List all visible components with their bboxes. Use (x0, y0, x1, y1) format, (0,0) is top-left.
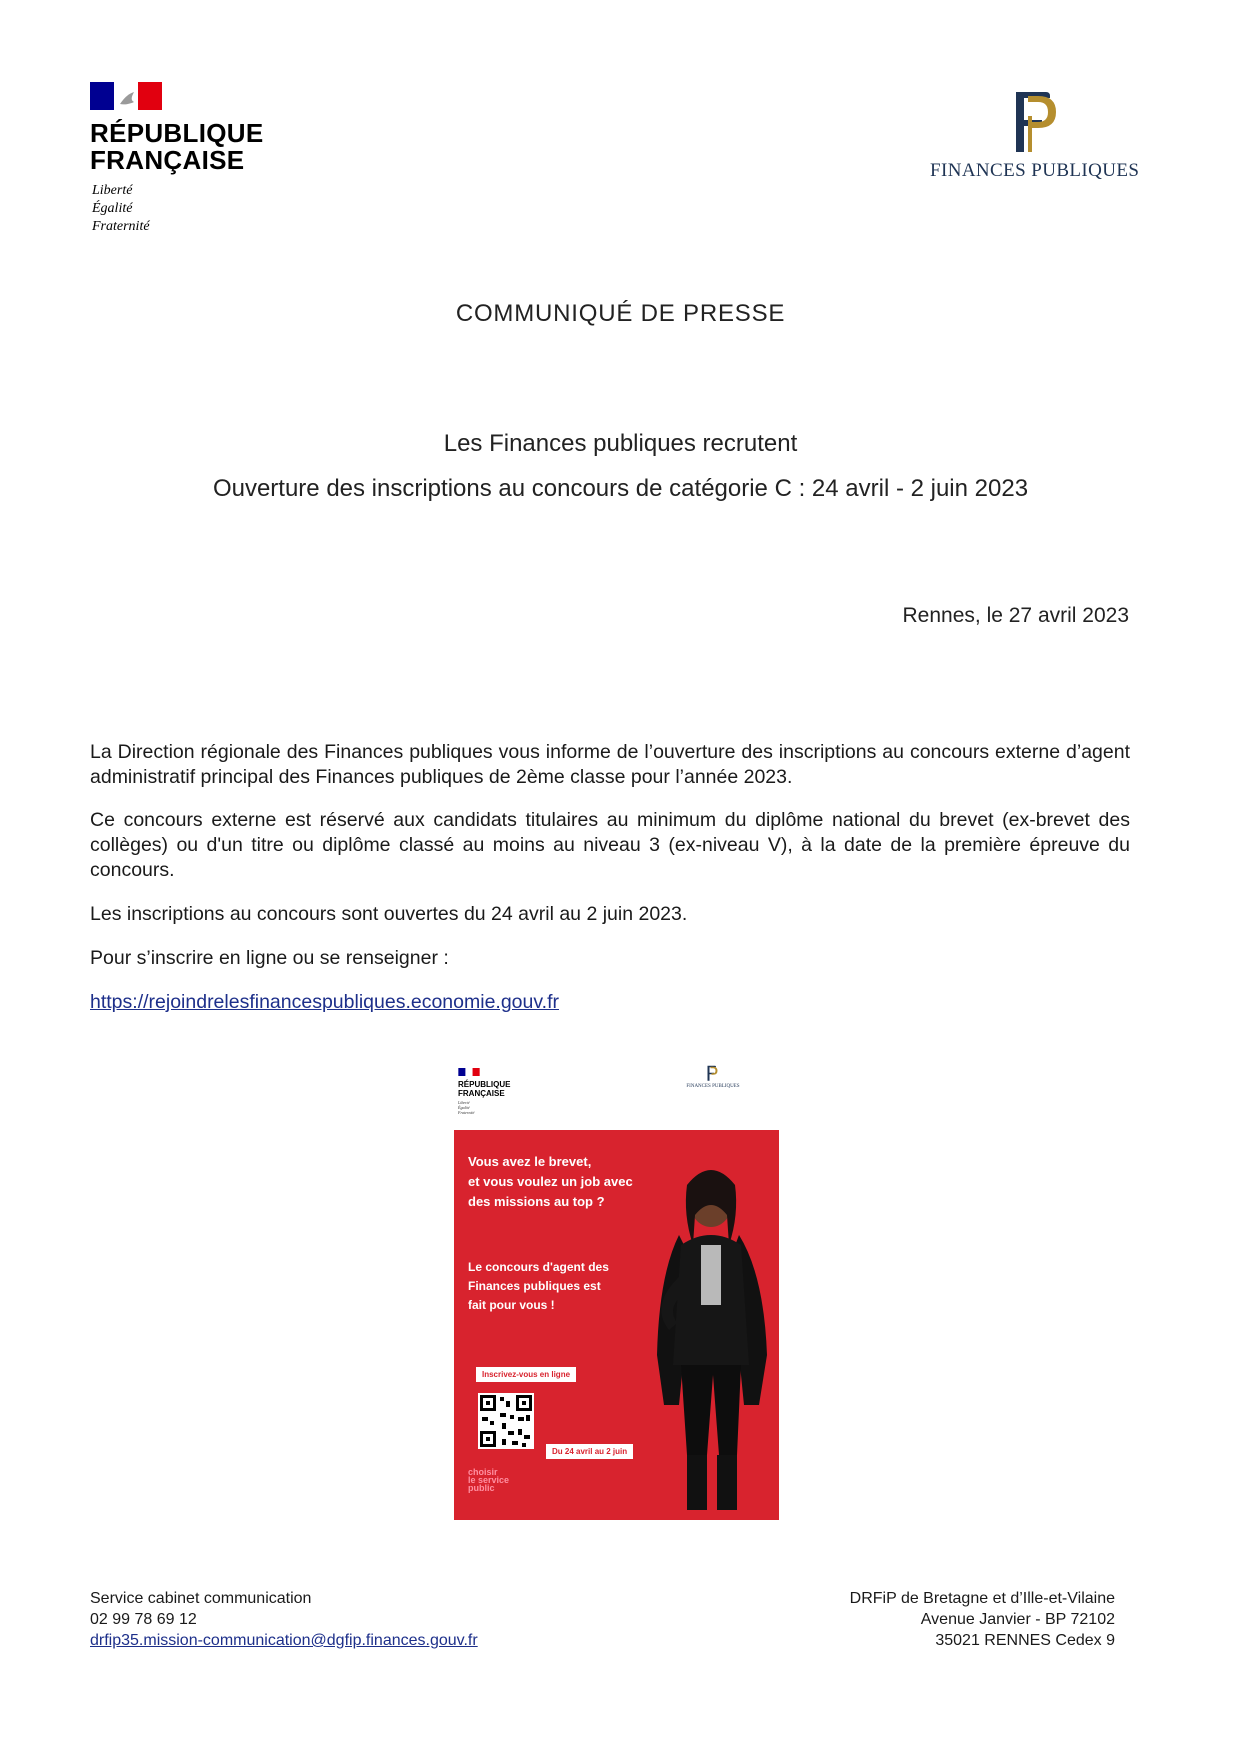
paragraph: La Direction régionale des Finances publiques vous informe de l’ouverture des inscriptions au concours externe d’agent administratif principal des Finances publiques de 2ème classe pour l’année 2023. (90, 741, 1130, 788)
footer-contact (90, 1588, 478, 1651)
poster-fp-monogram-icon (704, 1064, 718, 1082)
poster-register-tag: Inscrivez-vous en ligne (476, 1367, 576, 1382)
footer-email-link[interactable]: drfip35.mission-communication@dgfip.finances.gouv.fr (90, 1632, 478, 1649)
poster-rf-name (458, 1080, 510, 1098)
finances-publiques-name: FINANCES PUBLIQUES (930, 160, 1140, 181)
poster-sub-line: Finances publiques est (468, 1279, 601, 1293)
poster-subheadline (468, 1258, 638, 1315)
poster-sub-line: fait pour vous ! (468, 1298, 555, 1312)
footer-service: Service cabinet communication (90, 1590, 312, 1607)
poster-header (454, 1060, 779, 1130)
fp-monogram-icon (1002, 86, 1058, 156)
footer-address (850, 1588, 1115, 1651)
republique-motto (92, 182, 150, 236)
document-date: Rennes, le 27 avril 2023 (902, 604, 1129, 627)
motto-liberte: Liberté (92, 183, 133, 198)
poster-flag-icon (458, 1068, 480, 1076)
press-release-label: COMMUNIQUÉ DE PRESSE (455, 300, 786, 327)
footer-org: DRFiP de Bretagne et d’Ille-et-Vilaine (849, 1590, 1115, 1607)
rf-name-line2: FRANÇAISE (90, 145, 245, 175)
poster-headline-line: Vous avez le brevet, (468, 1154, 592, 1169)
poster-hashtag-line: public (468, 1483, 495, 1493)
paragraph: Ce concours externe est réservé aux candidats titulaires au minimum du diplôme national du brevet (ex-brevet des collèges) ou d'un titre ou diplôme classé au moins au niveau 3 (ex-niveau V), à la date de la première épreuve du concours. (90, 809, 1130, 881)
paragraph: Les inscriptions au concours sont ouvertes du 24 avril au 2 juin 2023. (90, 903, 688, 925)
document-title: Les Finances publiques recrutent (443, 430, 798, 457)
poster-rf-line2: FRANÇAISE (458, 1089, 505, 1098)
poster-motto-egalite: Égalité (458, 1105, 470, 1110)
finances-publiques-logo (920, 86, 1140, 186)
poster-motto-liberte: Liberté (458, 1100, 470, 1105)
poster-hashtag-line: choisir (468, 1467, 498, 1477)
qr-code-icon (478, 1393, 534, 1449)
poster-rf-motto (458, 1100, 474, 1115)
motto-egalite: Égalité (92, 201, 133, 216)
republique-francaise-name (90, 120, 290, 174)
poster-fp-name: FINANCES PUBLIQUES (686, 1084, 740, 1089)
poster-rf-line1: RÉPUBLIQUE (458, 1080, 511, 1089)
marianne-flag-icon (90, 82, 162, 110)
poster-motto-fraternite: Fraternité (458, 1110, 475, 1115)
recruitment-poster (454, 1060, 779, 1520)
registration-link[interactable]: https://rejoindrelesfinancespubliques.economie.gouv.fr (90, 991, 559, 1013)
footer-street: Avenue Janvier - BP 72102 (920, 1611, 1115, 1628)
poster-headline (468, 1152, 668, 1212)
paragraph: Pour s’inscrire en ligne ou se renseigner : (90, 947, 449, 969)
rf-name-line1: RÉPUBLIQUE (90, 118, 264, 148)
poster-hashtag-line: le service (468, 1475, 510, 1485)
footer-phone: 02 99 78 69 12 (90, 1611, 197, 1628)
motto-fraternite: Fraternité (92, 219, 150, 234)
poster-dates-tag: Du 24 avril au 2 juin (546, 1444, 633, 1459)
document-subtitle: Ouverture des inscriptions au concours de catégorie C : 24 avril - 2 juin 2023 (212, 475, 1029, 502)
poster-hashtag (468, 1468, 509, 1492)
republique-francaise-logo (90, 82, 290, 242)
footer-city: 35021 RENNES Cedex 9 (935, 1632, 1115, 1649)
poster-headline-line: des missions au top ? (468, 1194, 605, 1209)
poster-headline-line: et vous voulez un job avec (468, 1174, 633, 1189)
poster-sub-line: Le concours d'agent des (468, 1260, 609, 1274)
